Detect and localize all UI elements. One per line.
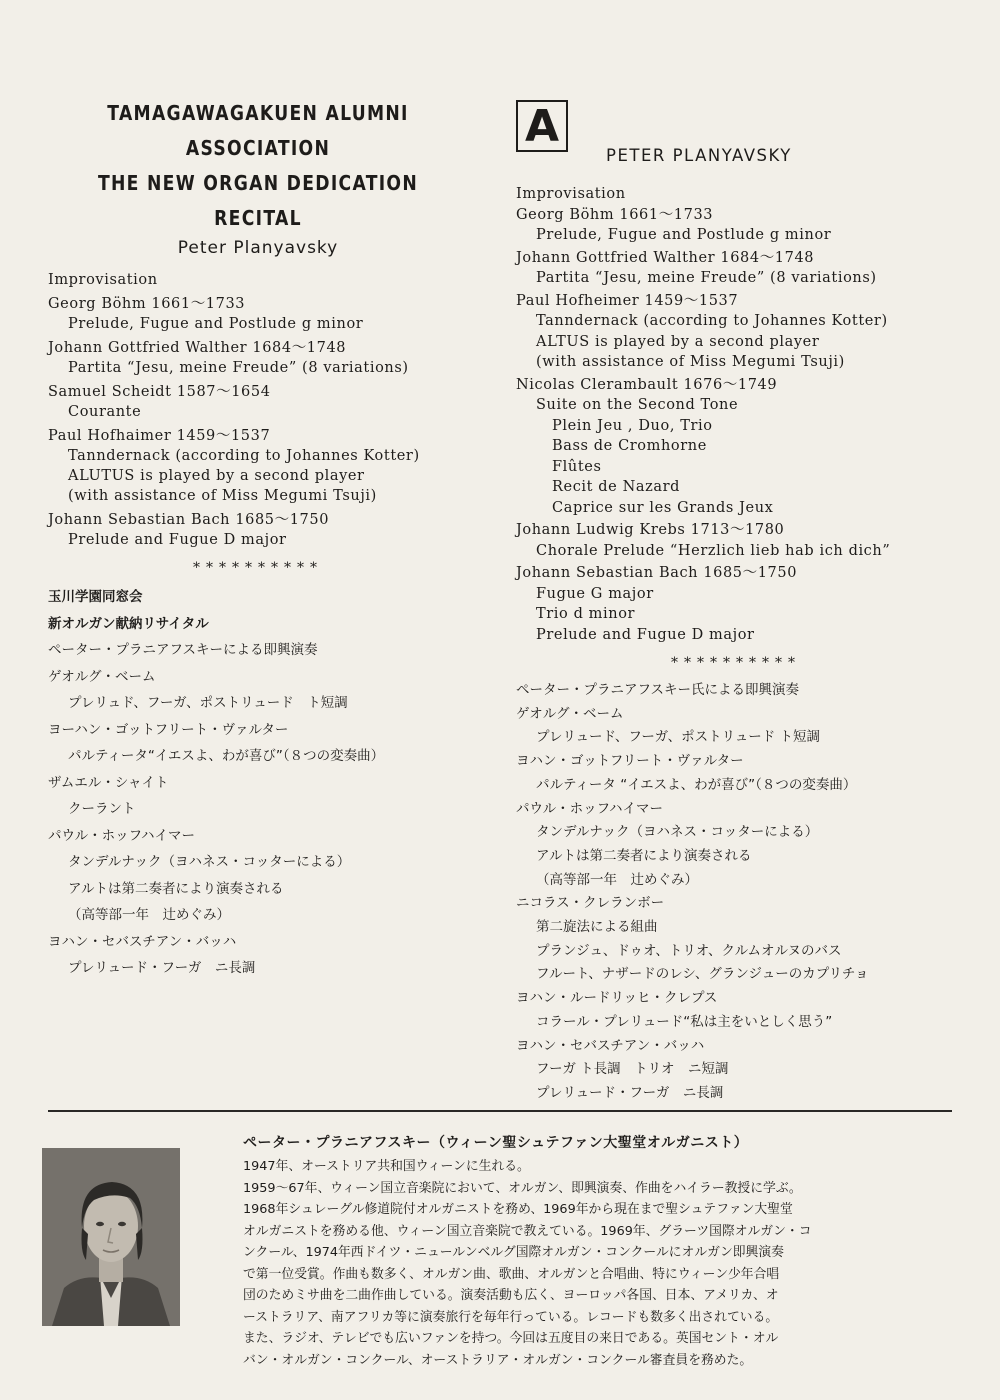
jp-movement: プランジュ、ドゥオ、トリオ、クルムオルヌのバス bbox=[536, 942, 842, 959]
jp-item: ペーター・プラニアフスキー氏による即興演奏 bbox=[516, 682, 799, 698]
composer: Paul Hofhaimer 1459～1537 bbox=[48, 428, 271, 444]
bio-line: 1947年、オーストリア共和国ウィーンに生れる。 bbox=[243, 1159, 530, 1174]
jp-piece: クーラント bbox=[68, 801, 136, 817]
piece-note: ALUTUS is played by a second player bbox=[68, 468, 365, 484]
bio-line: また、ラジオ、テレビでも広いファンを持つ。今回は五度目の来日である。英国セント・オル bbox=[243, 1331, 779, 1346]
bio-line: 1959～67年、ウィーン国立音楽院において、オルガン、即興演奏、作曲をハイラー教授に学ぶ。 bbox=[243, 1180, 802, 1196]
jp-piece: プレリュード、フーガ、ポストリュード ト短調 bbox=[536, 729, 821, 746]
separator-stars: ********** bbox=[193, 560, 323, 576]
english-program bbox=[48, 270, 468, 550]
jp-piece: パルティータ“イエスよ、わが喜び”（８つの変奏曲） bbox=[68, 748, 385, 764]
performer-name-caps: PETER PLANYAVSKY bbox=[606, 146, 792, 165]
movement: Plein Jeu , Duo, Trio bbox=[552, 417, 713, 434]
composer: Georg Böhm 1661～1733 bbox=[48, 296, 246, 312]
jp-composer: ヨハン・ルードリッヒ・クレプス bbox=[516, 990, 718, 1007]
composer: Johann Sebastian Bach 1685～1750 bbox=[516, 565, 798, 581]
recital-title-line-2: THE NEW ORGAN DEDICATION bbox=[97, 171, 419, 195]
piece: Partita “Jesu, meine Freude” (8 variations) bbox=[68, 360, 409, 376]
jp-composer: ヨーハン・ゴットフリート・ヴァルター bbox=[48, 721, 289, 738]
right-program-block bbox=[516, 184, 956, 1106]
composer: Paul Hofheimer 1459～1537 bbox=[516, 292, 739, 309]
jp-composer: ニコラス・クレランボー bbox=[516, 895, 665, 912]
left-column bbox=[48, 96, 468, 982]
piece: Prelude and Fugue D major bbox=[68, 532, 287, 548]
bio-line: で第一位受賞。作曲も数多く、オルガン曲、歌曲、オルガンと合唱曲、特にウィーン少年合唱 bbox=[243, 1266, 780, 1282]
jp-piece: コラール・プレリュード“私は主をいとしく思う” bbox=[536, 1013, 833, 1030]
jp-composer: ゲオルグ・ベーム bbox=[516, 705, 624, 722]
performer-photo bbox=[42, 1148, 180, 1326]
jp-piece: プレリュード・フーガ ニ長調 bbox=[68, 960, 256, 976]
bio-title: ペーター・プラニアフスキー（ウィーン聖シュテファン大聖堂オルガニスト） bbox=[243, 1135, 749, 1151]
program-item: Improvisation bbox=[48, 272, 158, 288]
jp-piece-note: （高等部一年 辻めぐみ） bbox=[68, 907, 230, 923]
jp-piece-note: アルトは第二奏者により演奏される bbox=[536, 847, 752, 864]
separator-stars: ********** bbox=[671, 655, 801, 671]
piece: Partita “Jesu, meine Freude” (8 variations) bbox=[536, 270, 877, 286]
bio-line: ンクール、1974年西ドイツ・ニュールンベルグ国際オルガン・コンクールにオルガン即興演奏 bbox=[243, 1245, 784, 1260]
jp-piece: プレリュド、フーガ、ポストリュード ト短調 bbox=[68, 695, 348, 711]
piece: Fugue G major bbox=[536, 585, 654, 602]
piece: Prelude and Fugue D major bbox=[536, 626, 755, 643]
piece: Suite on the Second Tone bbox=[536, 397, 739, 413]
jp-piece-note: アルトは第二奏者により演奏される bbox=[68, 880, 284, 897]
movement: Bass de Cromhorne bbox=[552, 438, 707, 454]
jp-piece: フーガ ト長調 トリオ ニ短調 bbox=[536, 1061, 729, 1078]
jp-piece-note: （高等部一年 辻めぐみ） bbox=[536, 871, 698, 888]
recital-title-line-1: TAMAGAWAGAKUEN ALUMNI ASSOCIATION bbox=[107, 101, 409, 160]
jp-composer: ヨハン・セバスチアン・バッハ bbox=[516, 1037, 705, 1054]
program-item: Improvisation bbox=[516, 186, 626, 202]
movement: Caprice sur les Grands Jeux bbox=[552, 499, 774, 516]
jp-composer: ヨハン・ゴットフリート・ヴァルター bbox=[516, 753, 744, 770]
piece: Prelude, Fugue and Postlude g minor bbox=[68, 316, 364, 332]
piece: Chorale Prelude “Herzlich lieb hab ich dich” bbox=[536, 542, 891, 559]
jp-composer: ゲオルグ・ベーム bbox=[48, 668, 156, 685]
composer: Johann Gottfried Walther 1684～1748 bbox=[516, 249, 815, 266]
movement: Recit de Nazard bbox=[552, 479, 680, 495]
composer: Nicolas Clerambault 1676～1749 bbox=[516, 376, 778, 393]
bio-line: バン・オルガン・コンクール、オーストラリア・オルガン・コンクール審査員を務めた。 bbox=[243, 1352, 753, 1368]
piece-note: (with assistance of Miss Megumi Tsuji) bbox=[68, 488, 377, 504]
jp-piece: 第二旋法による組曲 bbox=[536, 919, 658, 936]
jp-piece: パルティータ “イエスよ、わが喜び”（８つの変奏曲） bbox=[536, 776, 857, 793]
japanese-program bbox=[48, 584, 468, 982]
recital-title-line-3: RECITAL bbox=[214, 206, 302, 230]
piece-note: ALTUS is played by a second player bbox=[536, 333, 820, 350]
jp-composer: ザムエル・シャイト bbox=[48, 774, 169, 791]
jp-piece: タンデルナック（ヨハネス・コッターによる） bbox=[68, 854, 351, 870]
bio-line: 団のためミサ曲を二曲作曲している。演奏活動も広く、ヨーロッパ各国、日本、アメリカ、オ bbox=[243, 1288, 779, 1303]
composer: Samuel Scheidt 1587～1654 bbox=[48, 384, 271, 400]
piece-note: (with assistance of Miss Megumi Tsuji) bbox=[536, 354, 845, 370]
performer-name: Peter Planyavsky bbox=[177, 238, 339, 258]
composer: Johann Sebastian Bach 1685～1750 bbox=[48, 512, 330, 528]
performer-biography bbox=[243, 1130, 958, 1371]
jp-piece: プレリュード・フーガ ニ長調 bbox=[536, 1084, 724, 1101]
japanese-program bbox=[516, 679, 956, 1106]
piece: Tanndernack (according to Johannes Kotter) bbox=[536, 313, 888, 329]
movement: Flûtes bbox=[552, 458, 602, 475]
jp-composer: パウル・ホッフハイマー bbox=[48, 827, 196, 844]
jp-piece: タンデルナック（ヨハネス・コッターによる） bbox=[536, 824, 819, 841]
bio-line: オルガニストを務める他、ウィーン国立音楽院で教えている。1969年、グラーツ国際オルガン・コ bbox=[243, 1223, 812, 1239]
portrait-image bbox=[42, 1148, 180, 1326]
jp-heading: 玉川学園同窓会 bbox=[48, 589, 143, 605]
english-program bbox=[516, 184, 956, 645]
jp-item: ペーター・プラニアフスキーによる即興演奏 bbox=[48, 642, 318, 658]
piece: Trio d minor bbox=[536, 606, 636, 622]
bio-line: 1968年シュレーグル修道院付オルガニストを務め、1969年から現在まで聖シュテファン大聖堂 bbox=[243, 1202, 793, 1217]
bio-line: ーストラリア、南アフリカ等に演奏旅行を毎年行っている。レコードも数多く出されている。 bbox=[243, 1309, 779, 1325]
composer: Georg Böhm 1661～1733 bbox=[516, 206, 714, 223]
jp-heading: 新オルガン献納リサイタル bbox=[48, 615, 209, 632]
piece: Tanndernack (according to Johannes Kotter) bbox=[68, 448, 420, 464]
jp-composer: パウル・ホッフハイマー bbox=[516, 800, 664, 817]
program-badge: A bbox=[516, 100, 568, 152]
piece: Prelude, Fugue and Postlude g minor bbox=[536, 227, 832, 243]
composer: Johann Gottfried Walther 1684～1748 bbox=[48, 340, 347, 356]
section-divider bbox=[48, 1110, 952, 1112]
piece: Courante bbox=[68, 404, 142, 420]
jp-movement: フルート、ナザードのレシ、グランジューのカプリチョ bbox=[536, 966, 869, 983]
jp-composer: ヨハン・セバスチアン・バッハ bbox=[48, 933, 237, 950]
composer: Johann Ludwig Krebs 1713～1780 bbox=[516, 522, 785, 538]
